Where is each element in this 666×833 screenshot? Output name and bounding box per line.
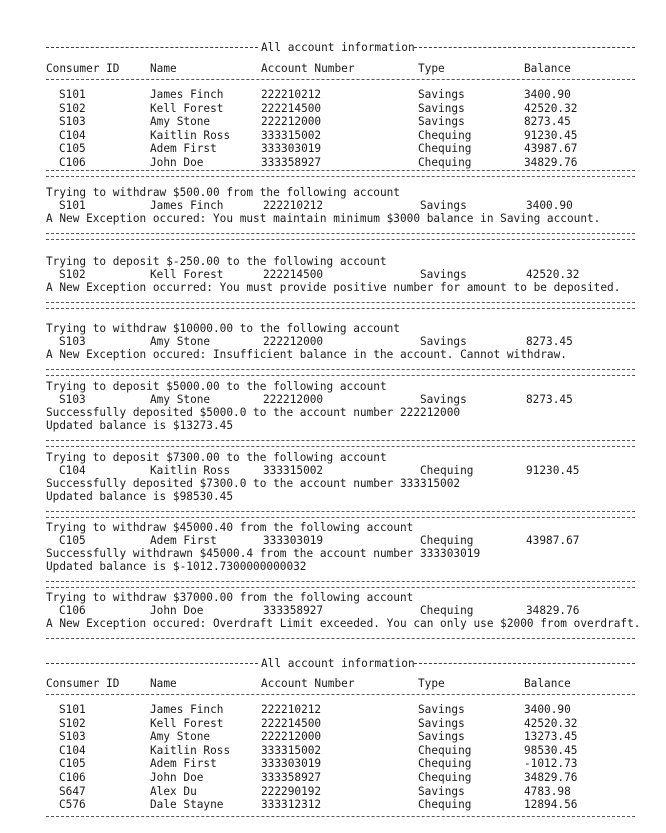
transaction-6-header: Trying to withdraw $45000.40 from the following account <box>46 521 414 534</box>
cell-balance: 3400.90 <box>526 199 573 212</box>
transaction-2-header: Trying to deposit $-250.00 to the following account <box>46 255 387 268</box>
cell-id: C106 <box>59 156 86 169</box>
cell-account: 222210212 <box>263 199 324 212</box>
table1-row <box>0 115 666 128</box>
cell-id: S101 <box>59 88 86 101</box>
cell-account: 333358927 <box>261 771 322 784</box>
cell-account: 333315002 <box>263 464 324 477</box>
cell-type: Savings <box>418 784 465 798</box>
cell-balance: 43987.67 <box>524 142 578 156</box>
cell-type: Savings <box>418 703 465 716</box>
cell-balance: 4783.98 <box>524 784 571 798</box>
transaction-2-account <box>0 268 666 281</box>
cell-name: Kell Forest <box>150 716 224 730</box>
transaction-5-message-1: Successfully deposited $7300.0 to the account number 333315002 <box>46 477 461 490</box>
cell-type: Chequing <box>418 771 472 784</box>
cell-balance: 13273.45 <box>524 730 578 744</box>
cell-name: John Doe <box>150 771 204 784</box>
transaction-7-account <box>0 604 666 617</box>
table1-bottom-divider-2 <box>46 176 635 177</box>
cell-name: Adem First <box>150 757 217 771</box>
cell-name: James Finch <box>150 703 224 716</box>
cell-name: Amy Stone <box>150 335 211 348</box>
cell-name: Amy Stone <box>150 730 211 744</box>
transaction-2-divider <box>46 302 635 303</box>
cell-balance: 42520.32 <box>524 101 578 115</box>
cell-id: S101 <box>59 703 86 716</box>
cell-id: S103 <box>59 730 86 744</box>
transaction-7-message-1: A New Exception occured: Overdraft Limit exceeded. You can only use $2000 from overdraft. <box>46 617 641 630</box>
cell-type: Savings <box>418 115 465 129</box>
table1-title-row <box>0 41 666 54</box>
transaction-7-header: Trying to withdraw $37000.00 from the following account <box>46 591 414 604</box>
cell-type: Chequing <box>420 534 474 547</box>
table2-title: All account information <box>261 657 415 670</box>
cell-account: 333315002 <box>261 743 322 757</box>
cell-type: Savings <box>420 393 467 406</box>
cell-id: S102 <box>59 268 86 281</box>
cell-name: Amy Stone <box>150 393 211 406</box>
table2-header-account: Account Number <box>261 677 355 690</box>
cell-balance: 91230.45 <box>524 128 578 142</box>
transaction-3-message-1: A New Exception occured: Insufficient balance in the account. Cannot withdraw. <box>46 348 567 361</box>
cell-id: C104 <box>59 743 86 757</box>
transaction-1-account <box>0 199 666 212</box>
cell-account: 222210212 <box>261 88 322 101</box>
cell-name: Kaitlin Ross <box>150 464 231 477</box>
cell-name: Kaitlin Ross <box>150 743 231 757</box>
cell-balance: -1012.73 <box>524 757 578 771</box>
table2-title-rule-left <box>46 663 258 664</box>
table1-header-balance: Balance <box>524 62 571 75</box>
cell-type: Savings <box>420 268 467 281</box>
cell-account: 333315002 <box>261 128 322 142</box>
cell-id: S103 <box>59 115 86 129</box>
cell-balance: 8273.45 <box>526 393 573 406</box>
cell-account: 222212000 <box>261 730 322 744</box>
transaction-3-account <box>0 335 666 348</box>
cell-type: Savings <box>420 335 467 348</box>
cell-account: 222210212 <box>261 703 322 716</box>
transaction-5-account <box>0 464 666 477</box>
cell-name: John Doe <box>150 604 204 617</box>
cell-type: Chequing <box>418 128 472 142</box>
cell-id: S101 <box>59 199 86 212</box>
transaction-6-message-2: Updated balance is $-1012.7300000000032 <box>46 560 307 573</box>
cell-name: Kaitlin Ross <box>150 128 231 142</box>
cell-type: Chequing <box>420 464 474 477</box>
table1-row <box>0 129 666 142</box>
cell-account: 333303019 <box>263 534 324 547</box>
table1-row <box>0 142 666 155</box>
table1-column-headers <box>0 62 666 75</box>
transaction-5-divider-2 <box>46 517 635 518</box>
table2-row <box>0 744 666 757</box>
table1-bottom-divider <box>46 170 635 171</box>
cell-id: C104 <box>59 464 86 477</box>
cell-id: C105 <box>59 534 86 547</box>
table2-column-headers <box>0 677 666 690</box>
table2-title-rule-right <box>414 663 635 664</box>
cell-id: S103 <box>59 335 86 348</box>
table2-row <box>0 798 666 811</box>
transaction-3-divider-2 <box>46 375 635 376</box>
cell-balance: 98530.45 <box>524 743 578 757</box>
table1-row <box>0 102 666 115</box>
cell-type: Savings <box>418 716 465 730</box>
table2-row <box>0 717 666 730</box>
cell-account: 333312312 <box>261 798 322 812</box>
cell-account: 333303019 <box>261 142 322 156</box>
table1-row <box>0 88 666 101</box>
cell-name: James Finch <box>150 199 224 212</box>
cell-account: 222214500 <box>263 268 324 281</box>
cell-id: C576 <box>59 798 86 812</box>
cell-id: C106 <box>59 771 86 784</box>
cell-name: John Doe <box>150 156 204 169</box>
table2-header-divider <box>46 694 635 695</box>
table2-header-type: Type <box>418 677 445 690</box>
transaction-4-account <box>0 393 666 406</box>
table1-title: All account information <box>261 41 415 54</box>
transaction-6-message-1: Successfully withdrawn $45000.4 from the account number 333303019 <box>46 547 481 560</box>
cell-account: 333303019 <box>261 757 322 771</box>
cell-type: Savings <box>420 199 467 212</box>
table2-row <box>0 771 666 784</box>
table2-row <box>0 703 666 716</box>
cell-type: Chequing <box>420 604 474 617</box>
transaction-6-account <box>0 534 666 547</box>
cell-balance: 8273.45 <box>524 115 571 129</box>
cell-account: 222212000 <box>263 335 324 348</box>
transaction-2-message-1: A New Exception occurred: You must provide positive number for amount to be deposited. <box>46 281 621 294</box>
cell-type: Chequing <box>418 156 472 169</box>
table2-title-row <box>0 657 666 670</box>
cell-name: Kell Forest <box>150 101 224 115</box>
table1-title-rule-right <box>414 47 635 48</box>
cell-account: 222290192 <box>261 784 322 798</box>
cell-name: Adem First <box>150 534 217 547</box>
transaction-2-divider-2 <box>46 308 635 309</box>
table1-header-name: Name <box>150 62 177 75</box>
cell-id: S102 <box>59 716 86 730</box>
table2-row <box>0 757 666 770</box>
transaction-4-divider <box>46 440 635 441</box>
transaction-5-message-2: Updated balance is $98530.45 <box>46 490 234 503</box>
cell-balance: 3400.90 <box>524 703 571 716</box>
cell-name: Alex Du <box>150 784 197 798</box>
table2-header-balance: Balance <box>524 677 571 690</box>
transaction-6-divider-2 <box>46 587 635 588</box>
cell-balance: 42520.32 <box>526 268 580 281</box>
cell-type: Savings <box>418 88 465 101</box>
transaction-1-divider-2 <box>46 239 635 240</box>
cell-balance: 3400.90 <box>524 88 571 101</box>
transaction-1-header: Trying to withdraw $500.00 from the following account <box>46 186 400 199</box>
table1-header-id: Consumer ID <box>46 62 120 75</box>
transaction-1-divider <box>46 233 635 234</box>
table2-row <box>0 730 666 743</box>
cell-name: Kell Forest <box>150 268 224 281</box>
cell-type: Chequing <box>418 743 472 757</box>
cell-type: Chequing <box>418 757 472 771</box>
cell-balance: 12894.56 <box>524 798 578 812</box>
cell-name: Amy Stone <box>150 115 211 129</box>
cell-name: James Finch <box>150 88 224 101</box>
cell-id: C104 <box>59 128 86 142</box>
transaction-3-divider <box>46 369 635 370</box>
cell-type: Chequing <box>418 142 472 156</box>
transaction-5-header: Trying to deposit $7300.00 to the following account <box>46 451 387 464</box>
cell-balance: 34829.76 <box>526 604 580 617</box>
table1-row <box>0 156 666 169</box>
table1-header-divider <box>46 79 635 80</box>
cell-name: Adem First <box>150 142 217 156</box>
cell-account: 333358927 <box>261 156 322 169</box>
cell-id: S103 <box>59 393 86 406</box>
cell-type: Chequing <box>418 798 472 812</box>
cell-balance: 43987.67 <box>526 534 580 547</box>
cell-name: Dale Stayne <box>150 798 224 812</box>
table2-row <box>0 785 666 798</box>
table1-title-rule-left <box>46 47 258 48</box>
cell-id: C106 <box>59 604 86 617</box>
cell-balance: 34829.76 <box>524 771 578 784</box>
cell-id: C105 <box>59 142 86 156</box>
cell-id: C105 <box>59 757 86 771</box>
transaction-7-divider <box>46 638 635 639</box>
transaction-4-divider-2 <box>46 446 635 447</box>
transaction-3-header: Trying to withdraw $10000.00 to the following account <box>46 322 400 335</box>
cell-type: Savings <box>418 730 465 744</box>
cell-type: Savings <box>418 101 465 115</box>
transaction-4-message-1: Successfully deposited $5000.0 to the account number 222212000 <box>46 406 461 419</box>
table2-header-name: Name <box>150 677 177 690</box>
transaction-1-message-1: A New Exception occured: You must maintain minimum $3000 balance in Saving account. <box>46 212 601 225</box>
table2-bottom-divider <box>46 816 635 817</box>
cell-balance: 91230.45 <box>526 464 580 477</box>
transaction-4-header: Trying to deposit $5000.00 to the following account <box>46 380 387 393</box>
cell-account: 333358927 <box>263 604 324 617</box>
cell-account: 222212000 <box>263 393 324 406</box>
cell-account: 222212000 <box>261 115 322 129</box>
cell-id: S102 <box>59 101 86 115</box>
cell-balance: 8273.45 <box>526 335 573 348</box>
transaction-5-divider <box>46 511 635 512</box>
cell-balance: 42520.32 <box>524 716 578 730</box>
transaction-4-message-2: Updated balance is $13273.45 <box>46 419 234 432</box>
cell-account: 222214500 <box>261 716 322 730</box>
cell-id: S647 <box>59 784 86 798</box>
table1-header-type: Type <box>418 62 445 75</box>
cell-balance: 34829.76 <box>524 156 578 169</box>
transaction-6-divider <box>46 581 635 582</box>
table1-header-account: Account Number <box>261 62 355 75</box>
cell-account: 222214500 <box>261 101 322 115</box>
table2-header-id: Consumer ID <box>46 677 120 690</box>
